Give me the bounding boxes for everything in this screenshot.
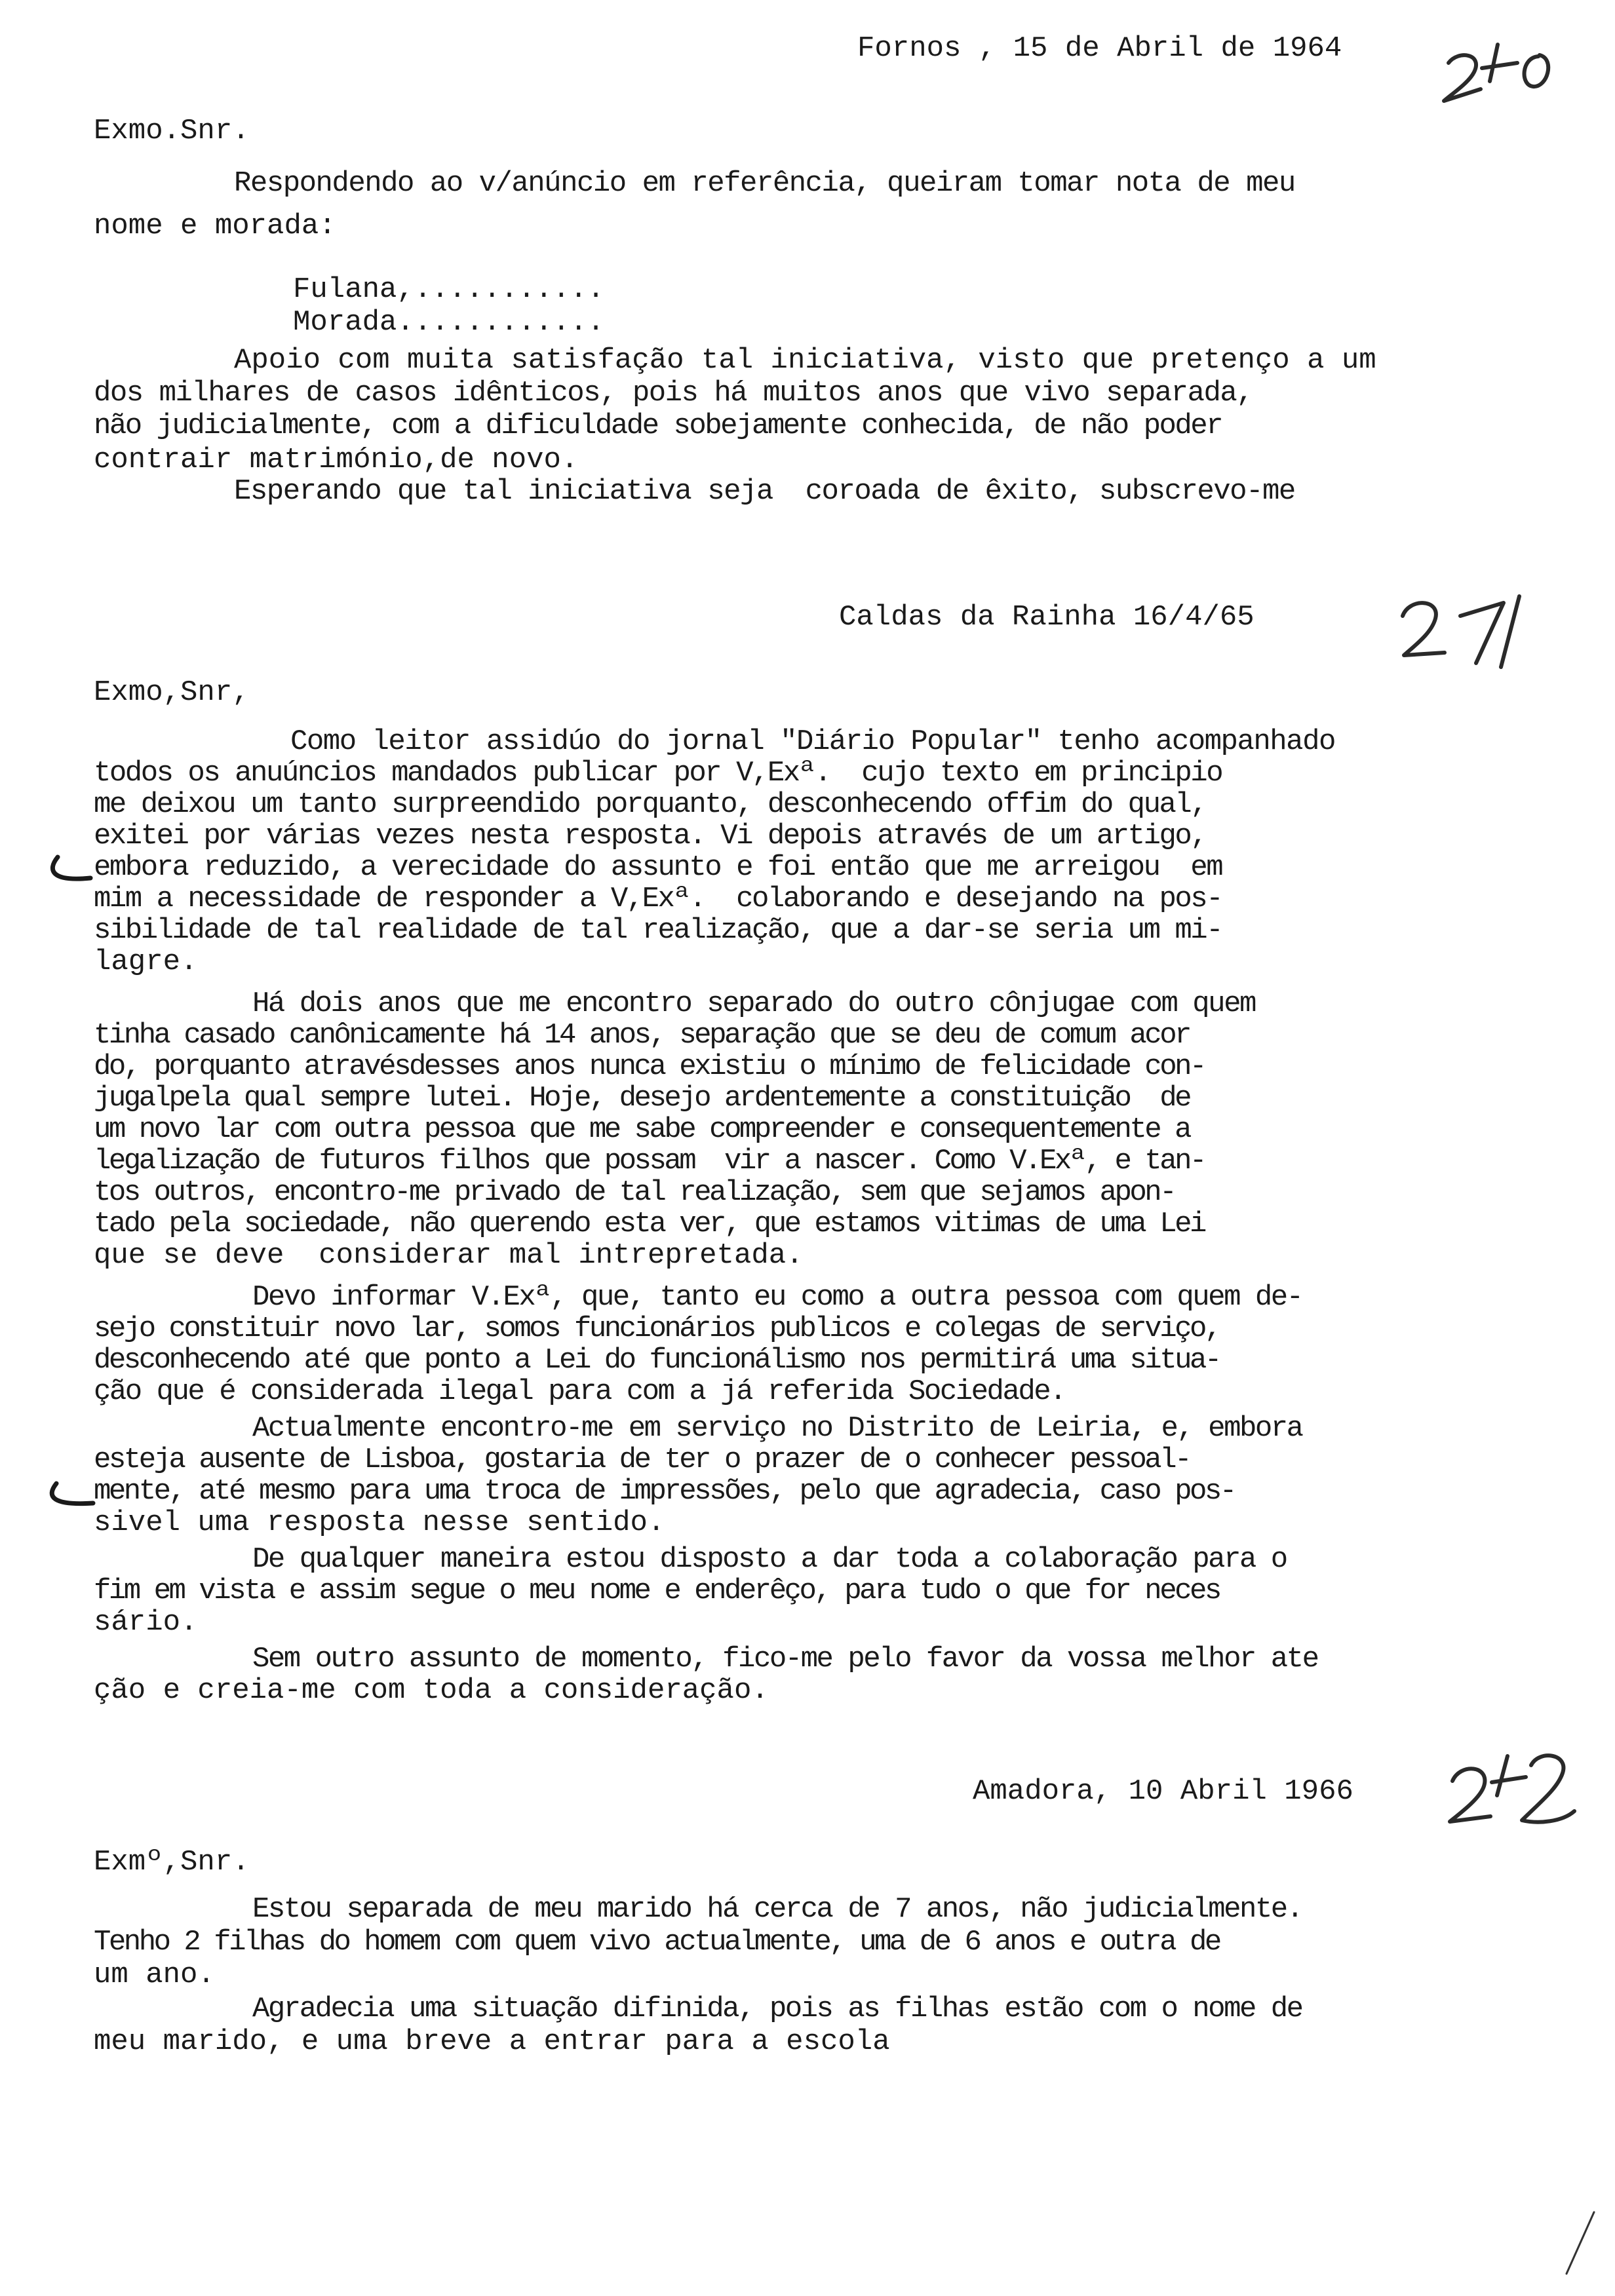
letter-line: nome e morada: bbox=[94, 210, 336, 242]
letter-line: contrair matrimónio,de novo. bbox=[94, 444, 579, 476]
letter-line: Sem outro assunto de momento, fico-me pelo favor da vossa melhor ate bbox=[252, 1643, 1318, 1675]
letter-line: embora reduzido, a verecidade do assunto e foi então que me arreigou em bbox=[94, 851, 1222, 884]
letter-line: mente, até mesmo para uma troca de impressões, pelo que agradecia, caso pos- bbox=[94, 1475, 1235, 1508]
letter-line: Fulana,........... bbox=[293, 273, 605, 306]
letter-line: Estou separada de meu marido há cerca de 7 anos, não judicialmente. bbox=[252, 1893, 1302, 1926]
letter-line: não judicialmente, com a dificuldade sobejamente conhecida, de não poder bbox=[94, 410, 1222, 442]
letter-line: um ano. bbox=[94, 1959, 215, 1991]
letter-line: esteja ausente de Lisboa, gostaria de ter o prazer de o conhecer pessoal- bbox=[94, 1444, 1190, 1476]
letter-line: tos outros, encontro-me privado de tal realização, sem que sejamos apon- bbox=[94, 1176, 1175, 1209]
letter-line: tinha casado canônicamente há 14 anos, separação que se deu de comum acor bbox=[94, 1019, 1190, 1052]
letter-line: Tenho 2 filhas do homem com quem vivo actualmente, uma de 6 anos e outra de bbox=[94, 1926, 1220, 1959]
letter-number-272 bbox=[1434, 1743, 1578, 1835]
letter-line: dos milhares de casos idênticos, pois há muitos anos que vivo separada, bbox=[94, 377, 1253, 410]
letter-line: todos os anuúncios mandados publicar por V,Exª. cujo texto em principio bbox=[94, 757, 1222, 790]
letter-line: um novo lar com outra pessoa que me sabe compreender e consequentemente a bbox=[94, 1113, 1190, 1146]
letter-salutation: Exmº,Snr. bbox=[94, 1846, 250, 1879]
letter-line: Devo informar V.Exª, que, tanto eu como a outra pessoa com quem de- bbox=[252, 1281, 1302, 1314]
letter-line: tado pela sociedade, não querendo esta ver, que estamos vitimas de uma Lei bbox=[94, 1208, 1205, 1240]
letter-date-line: Amadora, 10 Abril 1966 bbox=[973, 1775, 1353, 1808]
letter-line: Há dois anos que me encontro separado do outro cônjugae com quem bbox=[252, 987, 1255, 1020]
stray-pen-mark bbox=[1560, 2208, 1599, 2280]
letter-line: sibilidade de tal realidade de tal realização, que a dar-se seria um mi- bbox=[94, 914, 1222, 947]
letter-line: jugalpela qual sempre lutei. Hoje, desejo ardentemente a constituição de bbox=[94, 1082, 1190, 1115]
letter-line: Respondendo ao v/anúncio em referência, queiram tomar nota de meu bbox=[234, 167, 1295, 200]
letter-line: Como leitor assidúo do jornal "Diário Popular" tenho acompanhado bbox=[290, 725, 1335, 758]
letter-salutation: Exmo,Snr, bbox=[94, 676, 250, 709]
letter-line: exitei por várias vezes nesta resposta. Vi depois através de um artigo, bbox=[94, 820, 1207, 852]
letter-line: ção que é considerada ilegal para com a já referida Sociedade. bbox=[94, 1375, 1066, 1408]
letter-line: Morada............ bbox=[293, 306, 605, 339]
letter-line: meu marido, e uma breve a entrar para a escola bbox=[94, 2025, 890, 2058]
letter-line: ção e creia-me com toda a consideração. bbox=[94, 1674, 769, 1707]
letter-line: De qualquer maneira estou disposto a dar toda a colaboração para o bbox=[252, 1543, 1287, 1576]
letter-line: lagre. bbox=[94, 946, 198, 978]
margin-bracket-mark bbox=[45, 852, 97, 891]
letter-line: desconhecendo até que ponto a Lei do funcionálismo nos permitirá uma situa- bbox=[94, 1344, 1220, 1377]
letter-salutation: Exmo.Snr. bbox=[94, 115, 250, 147]
letter-line: legalização de futuros filhos que possam vir a nascer. Como V.Exª, e tan- bbox=[94, 1145, 1205, 1177]
letter-line: que se deve considerar mal intrepretada. bbox=[94, 1239, 804, 1272]
letter-number-271 bbox=[1390, 590, 1534, 675]
margin-bracket-mark bbox=[39, 1480, 98, 1519]
letter-number-270 bbox=[1432, 38, 1563, 110]
letter-line: Apoio com muita satisfação tal iniciativa, visto que pretenço a um bbox=[234, 344, 1376, 377]
letter-line: Esperando que tal iniciativa seja coroada de êxito, subscrevo-me bbox=[234, 475, 1295, 508]
letter-line: mim a necessidade de responder a V,Exª. colaborando e desejando na pos- bbox=[94, 883, 1222, 915]
letter-line: sejo constituir novo lar, somos funcionários publicos e colegas de serviço, bbox=[94, 1312, 1220, 1345]
letter-line: Actualmente encontro-me em serviço no Distrito de Leiria, e, embora bbox=[252, 1412, 1302, 1445]
letter-date-line: Caldas da Rainha 16/4/65 bbox=[839, 601, 1255, 634]
letter-line: me deixou um tanto surpreendido porquanto, desconhecendo offim do qual, bbox=[94, 788, 1207, 821]
letter-date-line: Fornos , 15 de Abril de 1964 bbox=[857, 32, 1342, 65]
letter-line: sário. bbox=[94, 1606, 198, 1639]
letter-line: fim em vista e assim segue o meu nome e enderêço, para tudo o que for neces bbox=[94, 1575, 1220, 1607]
letter-line: Agradecia uma situação difinida, pois as filhas estão com o nome de bbox=[252, 1993, 1302, 2025]
letter-line: sivel uma resposta nesse sentido. bbox=[94, 1506, 665, 1539]
letter-line: do, porquanto atravésdesses anos nunca existiu o mínimo de felicidade con- bbox=[94, 1050, 1205, 1083]
